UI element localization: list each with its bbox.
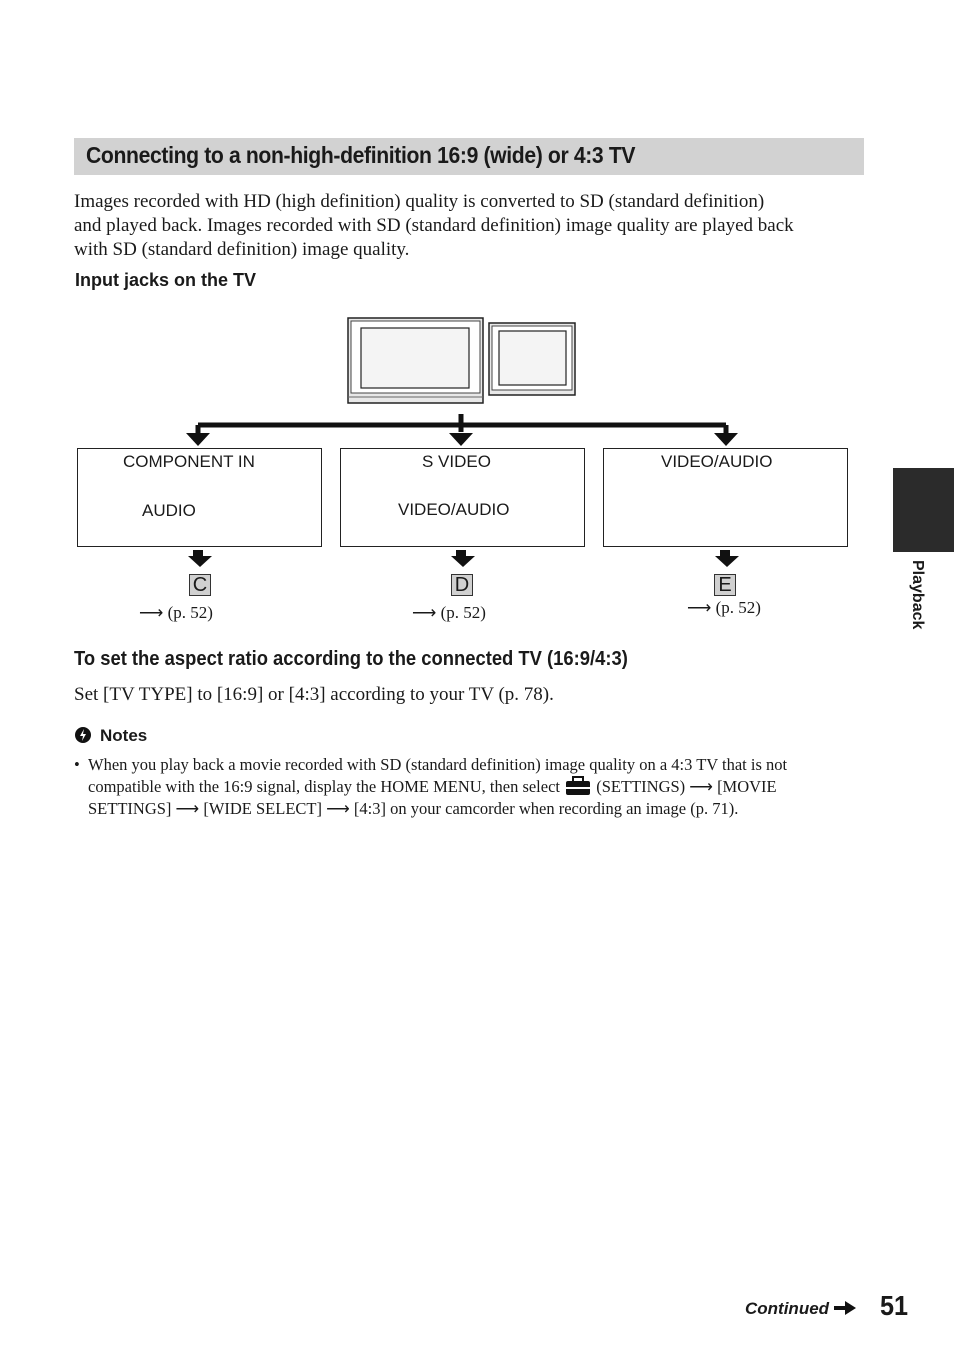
standard-tv-icon [489,323,575,395]
intro-line-1: Images recorded with HD (high definition) quality is converted to SD (standard definition) [74,191,765,212]
note-settings: (SETTINGS) [596,777,686,796]
aspect-ratio-heading: To set the aspect ratio according to the connected TV (16:9/4:3) [74,648,628,670]
page-ref-d-text: (p. 52) [440,603,486,622]
right-arrow-icon: ⟶ [687,598,712,617]
notes-heading [74,726,147,746]
jack-panel-audio-label: AUDIO [142,501,196,520]
note-item [74,754,866,820]
side-tab [893,468,954,552]
connection-letter-c: C [189,574,211,596]
note-settings-close: SETTINGS] [88,799,172,818]
note-wide-select: [WIDE SELECT] [203,799,323,818]
notes-heading-text: Notes [100,726,148,745]
continued-arrow-icon [834,1301,856,1315]
continued-text: Continued [745,1299,830,1318]
page-number: 51 [880,1290,909,1321]
page-ref-e [687,598,761,618]
connection-letter-d: D [451,574,473,596]
section-title: Connecting to a non-high-definition 16:9 (wide) or 4:3 TV [86,142,636,168]
right-arrow-icon: ⟶ [175,799,200,818]
jack-panel-composite-label: VIDEO/AUDIO [661,452,773,471]
aspect-ratio-body: Set [TV TYPE] to [16:9] or [4:3] according to your TV (p. 78). [74,684,554,705]
intro-line-2: and played back. Images recorded with SD (standard definition) image quality are played back [74,215,794,236]
arrows-below-panels [188,550,739,567]
page-ref-d [412,603,486,623]
note-movie: [MOVIE [717,777,777,796]
notes-icon [74,726,92,744]
jack-panel-component-label: COMPONENT IN [123,452,255,471]
input-jacks-heading: Input jacks on the TV [75,270,257,290]
arrowheads-top [186,433,738,446]
toolbox-icon [564,776,592,796]
note-line-1: When you play back a movie recorded with SD (standard definition) image quality on a 4:3 TV that is not [88,755,788,774]
continued-label [745,1299,856,1319]
note-line-2-prefix: compatible with the 16:9 signal, display the HOME MENU, then select [88,777,560,796]
wide-tv-icon [348,318,483,403]
connector-tree [198,414,726,434]
page-ref-e-text: (p. 52) [715,598,761,617]
side-tab-label: Playback [909,560,926,630]
note-last: [4:3] on your camcorder when recording an image (p. 71). [353,799,739,818]
right-arrow-icon: ⟶ [689,777,713,796]
bullet: • [74,755,80,774]
right-arrow-icon: ⟶ [139,603,164,622]
right-arrow-icon: ⟶ [412,603,437,622]
page-ref-c-text: (p. 52) [167,603,213,622]
intro-line-3: with SD (standard definition) image quality. [74,239,410,260]
page-ref-c [139,603,213,623]
right-arrow-icon: ⟶ [326,799,350,818]
connection-letter-e: E [714,574,736,596]
jack-panel-s-video-label: S VIDEO [422,452,491,471]
jack-panel-video-audio-label: VIDEO/AUDIO [398,500,510,519]
